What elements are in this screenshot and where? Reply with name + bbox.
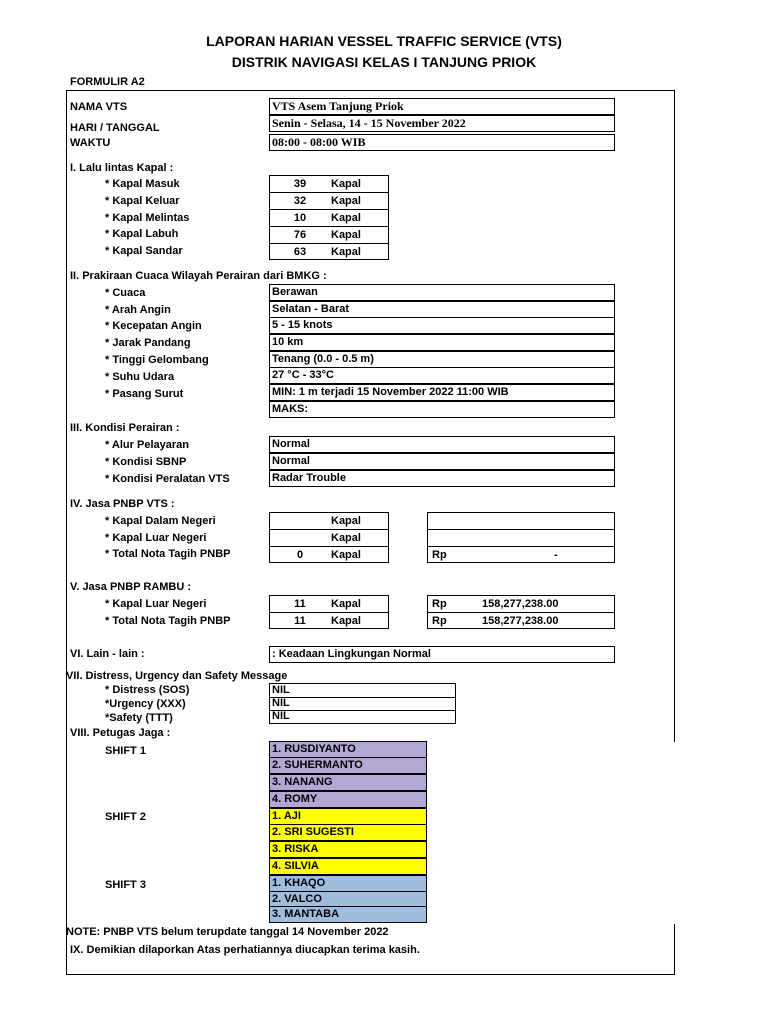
pnbp-vts-unit: Kapal	[331, 549, 361, 561]
distress-table	[269, 683, 456, 724]
pnbp-rambu-table	[269, 595, 389, 629]
traffic-label-labuh: * Kapal Labuh	[105, 228, 179, 240]
shift-3-member: 2. VALCO	[269, 891, 427, 908]
distress-label-sos: * Distress (SOS)	[105, 684, 190, 696]
footer-closing: IX. Demikian dilaporkan Atas perhatiannya diucapkan terima kasih.	[70, 944, 420, 956]
distress-value-sos: NIL	[272, 684, 290, 696]
shift-1-member: 3. NANANG	[269, 774, 427, 791]
weather-value-arah-angin: Selatan - Barat	[269, 301, 615, 318]
pnbp-vts-value-total: 0	[296, 549, 304, 561]
report-subtitle: DISTRIK NAVIGASI KELAS I TANJUNG PRIOK	[231, 54, 537, 70]
traffic-label-sandar: * Kapal Sandar	[105, 245, 183, 257]
shift-2-member: 3. RISKA	[269, 841, 427, 858]
pnbp-vts-unit: Kapal	[331, 532, 361, 544]
pnbp-rambu-value-total: 11	[294, 615, 306, 627]
weather-value-kecepatan-angin: 5 - 15 knots	[269, 317, 615, 334]
pnbp-vts-label-dalam-negeri: * Kapal Dalam Negeri	[105, 515, 216, 527]
traffic-value-sandar: 63	[293, 246, 307, 258]
traffic-value-melintas: 10	[293, 212, 307, 224]
waktu-value: 08:00 - 08:00 WIB	[269, 134, 615, 151]
petugas-heading: VIII. Petugas Jaga :	[70, 727, 171, 739]
shift-2-label: SHIFT 2	[105, 811, 146, 823]
lain-heading: VI. Lain - lain :	[70, 648, 145, 660]
waters-heading: III. Kondisi Perairan :	[70, 422, 180, 434]
pnbp-rambu-unit: Kapal	[331, 598, 361, 610]
waktu-label: WAKTU	[70, 137, 111, 149]
lain-value: : Keadaan Lingkungan Normal	[269, 646, 615, 663]
pnbp-vts-table	[269, 512, 389, 563]
pnbp-rambu-amount: 158,277,238.00	[482, 598, 559, 610]
frame-right-lower	[674, 924, 675, 975]
shift-2-member: 1. AJI	[269, 808, 427, 825]
traffic-unit: Kapal	[331, 195, 361, 207]
nama-vts-value: VTS Asem Tanjung Priok	[269, 98, 615, 115]
traffic-table	[269, 175, 389, 260]
waters-value-alur: Normal	[269, 436, 615, 453]
waters-label-sbnp: * Kondisi SBNP	[105, 456, 187, 468]
traffic-unit: Kapal	[331, 212, 361, 224]
form-code: FORMULIR A2	[70, 76, 145, 88]
shift-3-member: 1. KHAQO	[269, 875, 427, 892]
shift-1-member: 1. RUSDIYANTO	[269, 741, 427, 758]
traffic-value-keluar: 32	[293, 195, 307, 207]
waters-value-sbnp: Normal	[269, 453, 615, 470]
pnbp-vts-label-total: * Total Nota Tagih PNBP	[105, 548, 231, 560]
weather-label-arah-angin: * Arah Angin	[105, 304, 171, 316]
traffic-label-masuk: * Kapal Masuk	[105, 178, 180, 190]
weather-value-pasang-surut-min: MIN: 1 m terjadi 15 November 2022 11:00 WIB	[269, 384, 615, 401]
traffic-value-labuh: 76	[293, 229, 307, 241]
traffic-heading: I. Lalu lintas Kapal :	[70, 162, 174, 174]
weather-value-pasang-surut-maks: MAKS:	[269, 401, 615, 418]
weather-label-suhu-udara: * Suhu Udara	[105, 371, 175, 383]
weather-value-jarak-pandang: 10 km	[269, 334, 615, 351]
traffic-unit: Kapal	[331, 229, 361, 241]
weather-value-cuaca: Berawan	[269, 284, 615, 301]
pnbp-rambu-value-luar-negeri: 11	[294, 598, 306, 610]
pnbp-vts-amount-table	[427, 512, 615, 563]
distress-label-urgency: *Urgency (XXX)	[105, 698, 186, 710]
pnbp-vts-rp: Rp	[432, 549, 447, 561]
pnbp-vts-unit: Kapal	[331, 515, 361, 527]
nama-vts-label: NAMA VTS	[70, 101, 128, 113]
waters-value-peralatan: Radar Trouble	[269, 470, 615, 487]
pnbp-rambu-heading: V. Jasa PNBP RAMBU :	[70, 581, 192, 593]
pnbp-vts-label-luar-negeri: * Kapal Luar Negeri	[105, 532, 207, 544]
weather-label-cuaca: * Cuaca	[105, 287, 146, 299]
traffic-unit: Kapal	[331, 246, 361, 258]
shift-2-member: 2. SRI SUGESTI	[269, 824, 427, 841]
waters-label-peralatan: * Kondisi Peralatan VTS	[105, 473, 230, 485]
pnbp-rambu-unit: Kapal	[331, 615, 361, 627]
distress-label-safety: *Safety (TTT)	[105, 712, 173, 724]
waters-label-alur: * Alur Pelayaran	[105, 439, 189, 451]
traffic-value-masuk: 39	[293, 178, 307, 190]
shift-3-label: SHIFT 3	[105, 879, 146, 891]
pnbp-rambu-amount-total: 158,277,238.00	[482, 615, 559, 627]
shift-3-member: 3. MANTABA	[269, 906, 427, 923]
shift-1-member: 2. SUHERMANTO	[269, 757, 427, 774]
frame-right-upper	[674, 90, 675, 742]
pnbp-vts-amount-total: -	[554, 549, 558, 561]
traffic-label-melintas: * Kapal Melintas	[105, 212, 190, 224]
distress-value-safety: NIL	[272, 710, 290, 722]
weather-value-tinggi-gelombang: Tenang (0.0 - 0.5 m)	[269, 351, 615, 368]
weather-heading: II. Prakiraan Cuaca Wilayah Perairan dari BMKG :	[70, 270, 327, 282]
pnbp-vts-heading: IV. Jasa PNBP VTS :	[70, 498, 175, 510]
hari-tanggal-value: Senin - Selasa, 14 - 15 November 2022	[269, 115, 615, 132]
pnbp-rambu-rp: Rp	[432, 598, 447, 610]
distress-heading: VII. Distress, Urgency dan Safety Message	[66, 670, 288, 682]
pnbp-rambu-rp: Rp	[432, 615, 447, 627]
weather-label-pasang-surut: * Pasang Surut	[105, 388, 184, 400]
pnbp-rambu-amount-table	[427, 595, 615, 629]
distress-value-urgency: NIL	[272, 697, 290, 709]
pnbp-rambu-label-total: * Total Nota Tagih PNBP	[105, 615, 231, 627]
traffic-unit: Kapal	[331, 178, 361, 190]
traffic-label-keluar: * Kapal Keluar	[105, 195, 180, 207]
weather-label-jarak-pandang: * Jarak Pandang	[105, 337, 191, 349]
hari-tanggal-label: HARI / TANGGAL	[70, 122, 160, 134]
footer-note: NOTE: PNBP VTS belum terupdate tanggal 14 November 2022	[66, 926, 389, 938]
shift-1-label: SHIFT 1	[105, 745, 146, 757]
weather-label-tinggi-gelombang: * Tinggi Gelombang	[105, 354, 209, 366]
shift-2-member: 4. SILVIA	[269, 858, 427, 875]
weather-label-kecepatan-angin: * Kecepatan Angin	[105, 320, 202, 332]
shift-1-member: 4. ROMY	[269, 791, 427, 808]
report-title: LAPORAN HARIAN VESSEL TRAFFIC SERVICE (VTS)	[206, 33, 562, 49]
pnbp-rambu-label-luar-negeri: * Kapal Luar Negeri	[105, 598, 207, 610]
weather-value-suhu-udara: 27 °C - 33°C	[269, 367, 615, 384]
